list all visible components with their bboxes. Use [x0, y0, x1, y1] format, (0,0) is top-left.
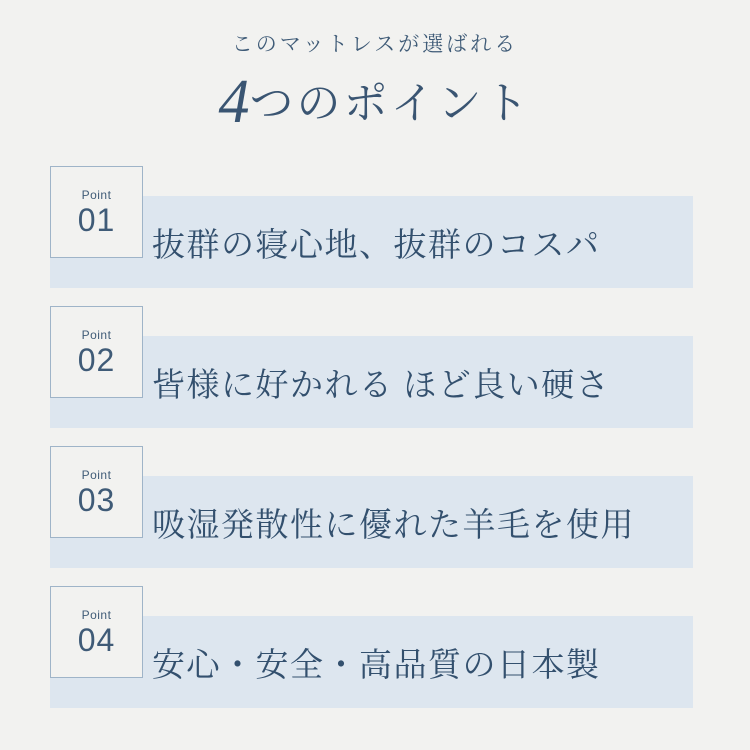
point-badge-label: Point [81, 187, 112, 202]
list-item [0, 166, 750, 264]
points-list [0, 166, 750, 726]
list-item [0, 306, 750, 404]
heading-subtitle: このマットレスが選ばれる [231, 32, 519, 56]
point-badge-number: 01 [77, 201, 116, 238]
point-badge-label: Point [81, 467, 112, 482]
page-title [0, 68, 750, 137]
point-text: 抜群の寝心地、抜群のコスパ [152, 227, 601, 264]
point-badge [50, 446, 143, 538]
point-badge-number: 04 [77, 621, 116, 658]
heading-rest: つのポイント [249, 79, 532, 129]
point-text: 安心・安全・高品質の日本製 [152, 647, 601, 684]
list-item [0, 586, 750, 684]
point-badge [50, 166, 143, 258]
point-badge-number: 03 [77, 481, 116, 518]
point-text: 吸湿発散性に優れた羊毛を使用 [152, 507, 635, 544]
point-badge-label: Point [81, 607, 112, 622]
list-item [0, 446, 750, 544]
heading-number: 4 [218, 68, 250, 137]
point-badge [50, 586, 143, 678]
point-badge-label: Point [81, 327, 112, 342]
page-heading [0, 0, 750, 137]
point-badge-number: 02 [77, 341, 116, 378]
point-text: 皆様に好かれる ほど良い硬さ [152, 367, 611, 404]
point-badge [50, 306, 143, 398]
